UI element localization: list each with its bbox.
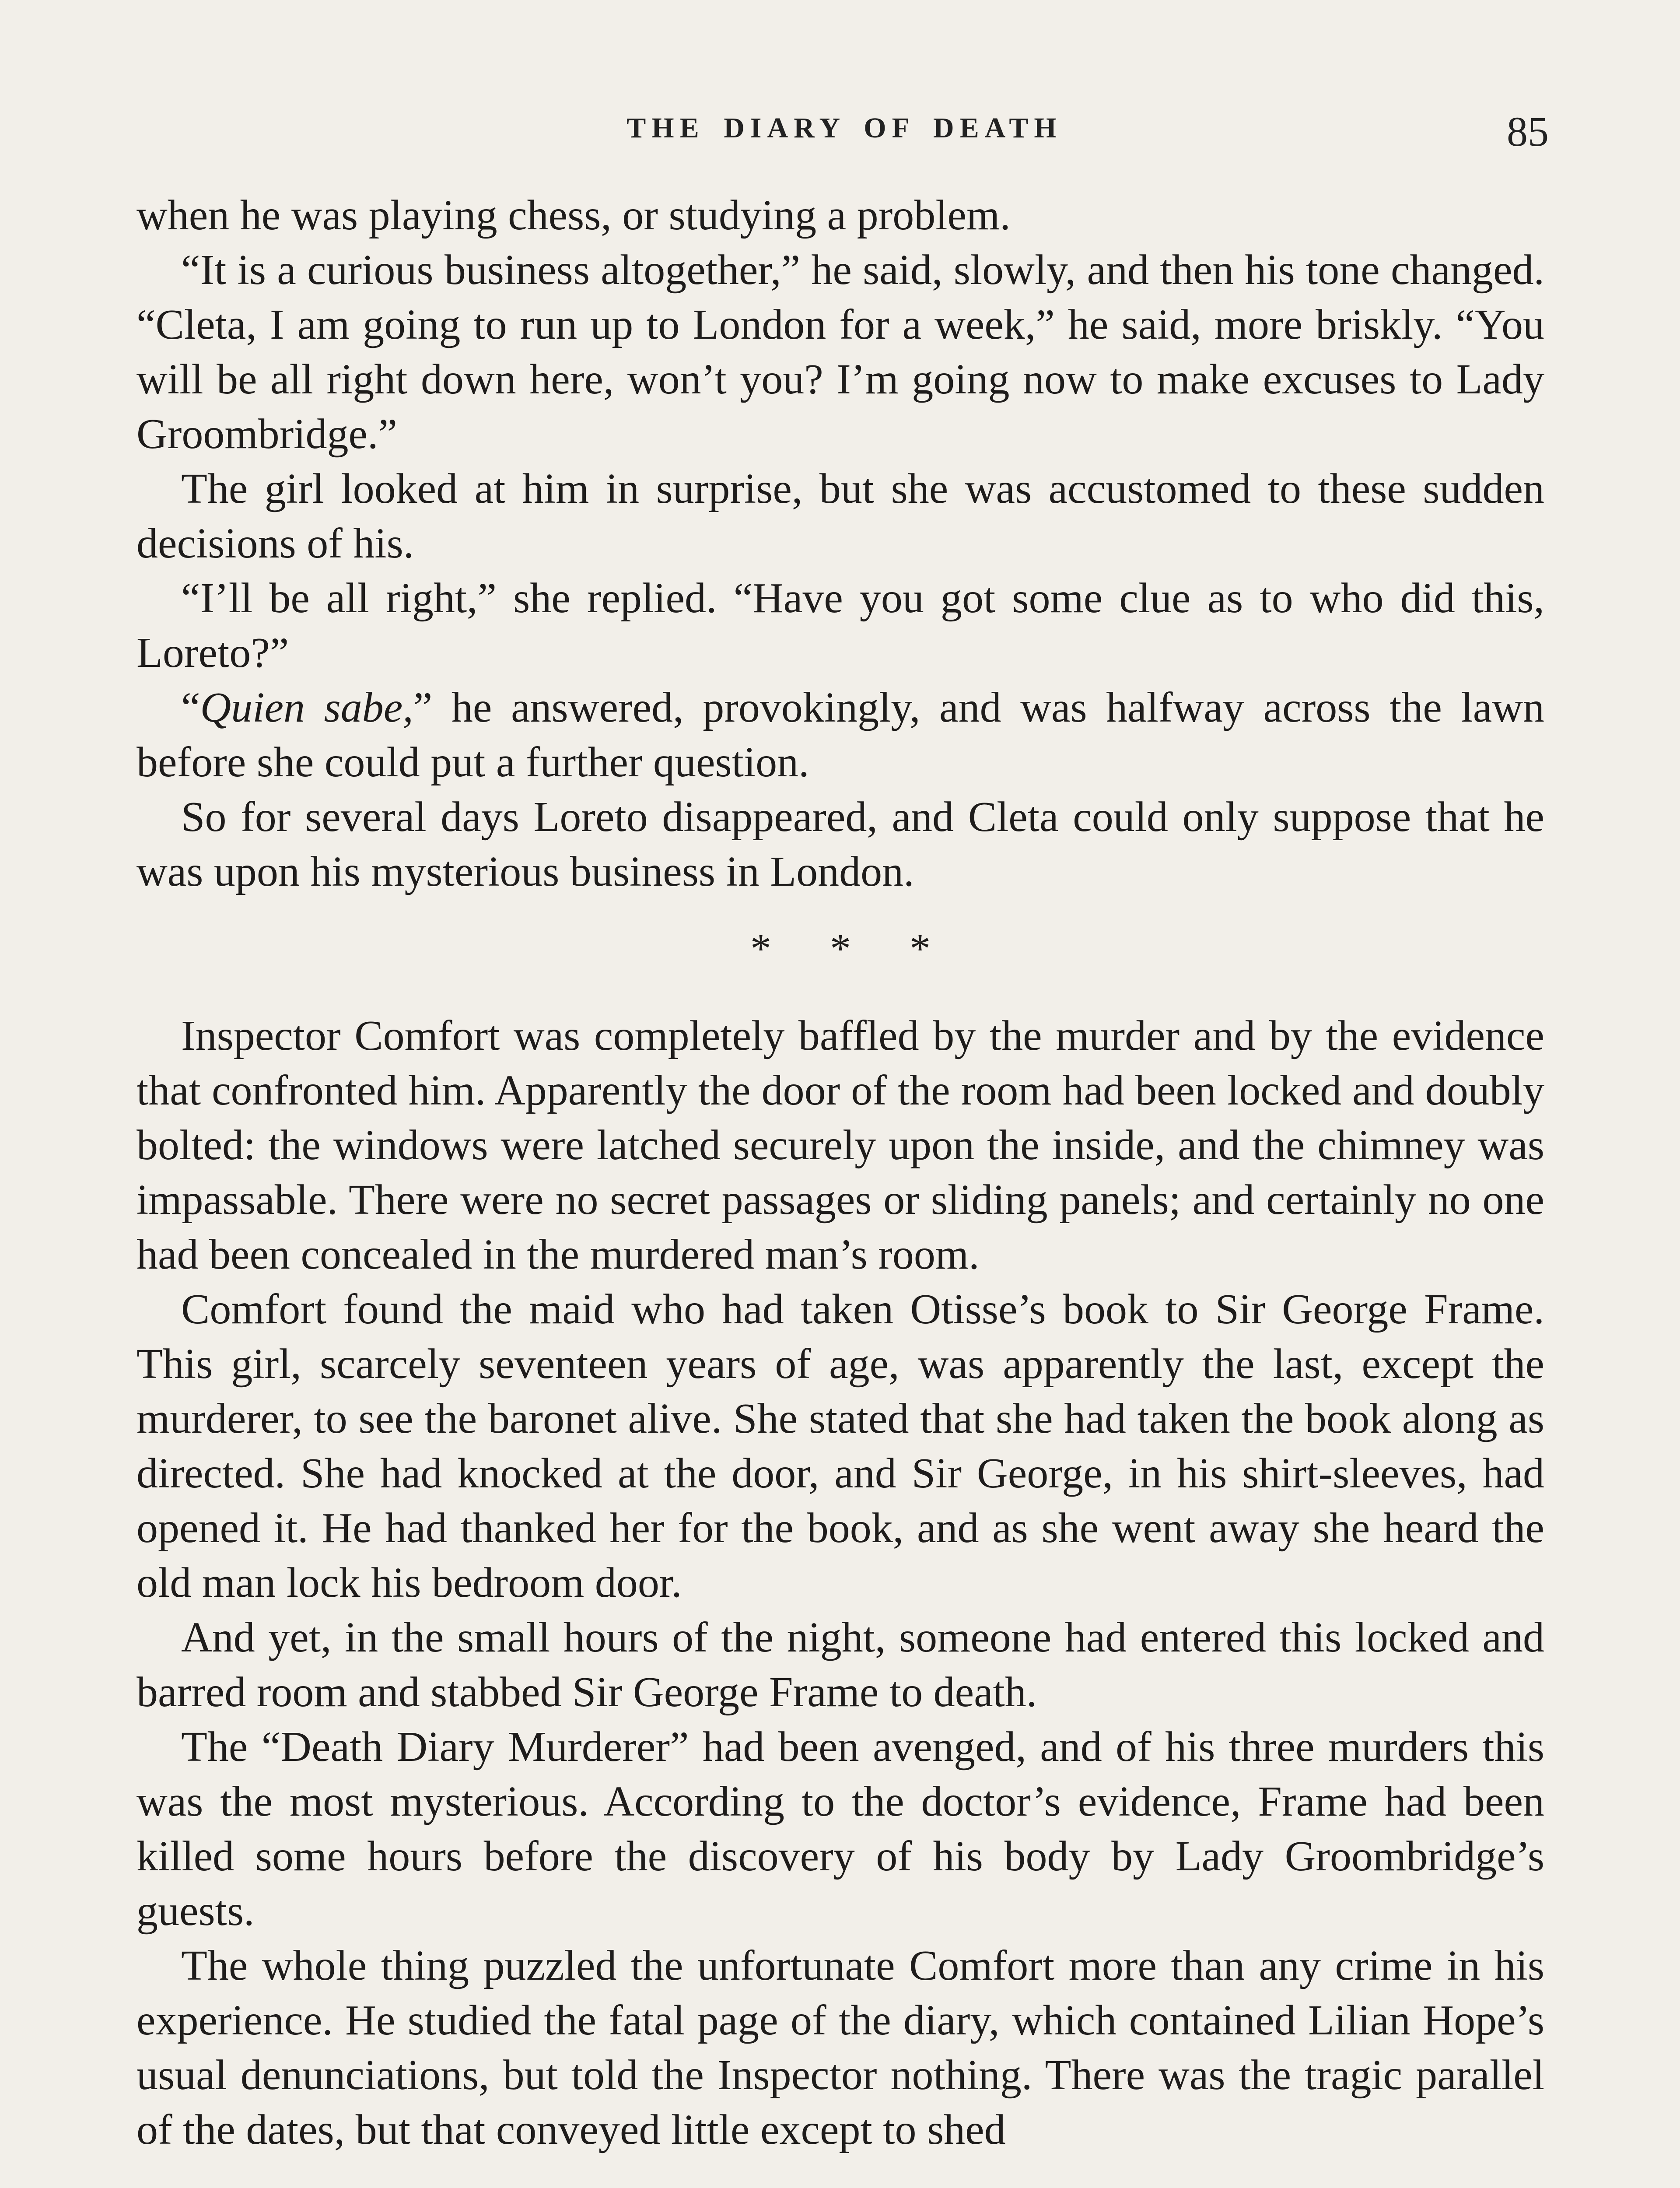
- paragraph-4: “I’ll be all right,” she replied. “Have you got some clue as to who did this, Loreto?”: [136, 575, 1544, 677]
- italic-phrase: Quien sabe,: [200, 684, 413, 731]
- open-quote: “: [181, 684, 200, 731]
- paragraph-8: Comfort found the maid who had taken Otisse’s book to Sir George Frame. This girl, scarcely seventeen years of age, was apparently the last, except the murderer, to see the baronet alive. She stated that she had taken the book along as directed. She had knocked at the door, and Sir George, in his shirt-sleeves, had opened it. He had thanked her for the book, and as she went away she heard the old man lock his bedroom door.: [136, 1286, 1544, 1606]
- paragraph-11: The whole thing puzzled the unfortunate Comfort more than any crime in his experience. He studied the fatal page of the diary, which contained Lilian Hope’s usual denunciations, but told the Inspector nothing. There was the tragic parallel of the dates, but that conveyed little except to shed: [136, 1942, 1544, 2153]
- section-separator: [136, 899, 1544, 1009]
- paragraph-5: [136, 680, 1544, 790]
- paragraph-9: And yet, in the small hours of the night, someone had entered this locked and barred room and stabbed Sir George Frame to death.: [136, 1614, 1544, 1716]
- paragraph-7: Inspector Comfort was completely baffled by the murder and by the evidence that confronted him. Apparently the door of the room had been locked and doubly bolted: the windows were latched securely upon the inside, and the chimney was impassable. There were no secret passages or sliding panels; and certainly no one had been concealed in the murdered man’s room.: [136, 1012, 1544, 1278]
- separator-asterisk: *: [830, 925, 851, 972]
- separator-asterisk: *: [750, 925, 771, 972]
- paragraph-5-rest: ” he answered, provokingly, and was halfway across the lawn before she could put a further question.: [136, 684, 1544, 786]
- paragraph-6: So for several days Loreto disappeared, and Cleta could only suppose that he was upon his mysterious business in London.: [136, 793, 1544, 895]
- page-number: 85: [1507, 108, 1549, 155]
- paragraph-3: The girl looked at him in surprise, but she was accustomed to these sudden decisions of his.: [136, 465, 1544, 567]
- separator-asterisk: *: [910, 925, 931, 972]
- paragraph-10: The “Death Diary Murderer” had been avenged, and of his three murders this was the most mysterious. According to the doctor’s evidence, Frame had been killed some hours before the discovery of his body by Lady Groombridge’s guests.: [136, 1723, 1544, 1935]
- paragraph-2: “It is a curious business altogether,” he said, slowly, and then his tone changed. “Cleta, I am going to run up to London for a week,” he said, more briskly. “You will be all right down here, won’t you? I’m going now to make excuses to Lady Groombridge.”: [136, 246, 1544, 458]
- body-text: [136, 188, 1544, 2157]
- paragraph-1: when he was playing chess, or studying a problem.: [136, 192, 1011, 239]
- running-head: THE DIARY OF DEATH: [626, 112, 1062, 144]
